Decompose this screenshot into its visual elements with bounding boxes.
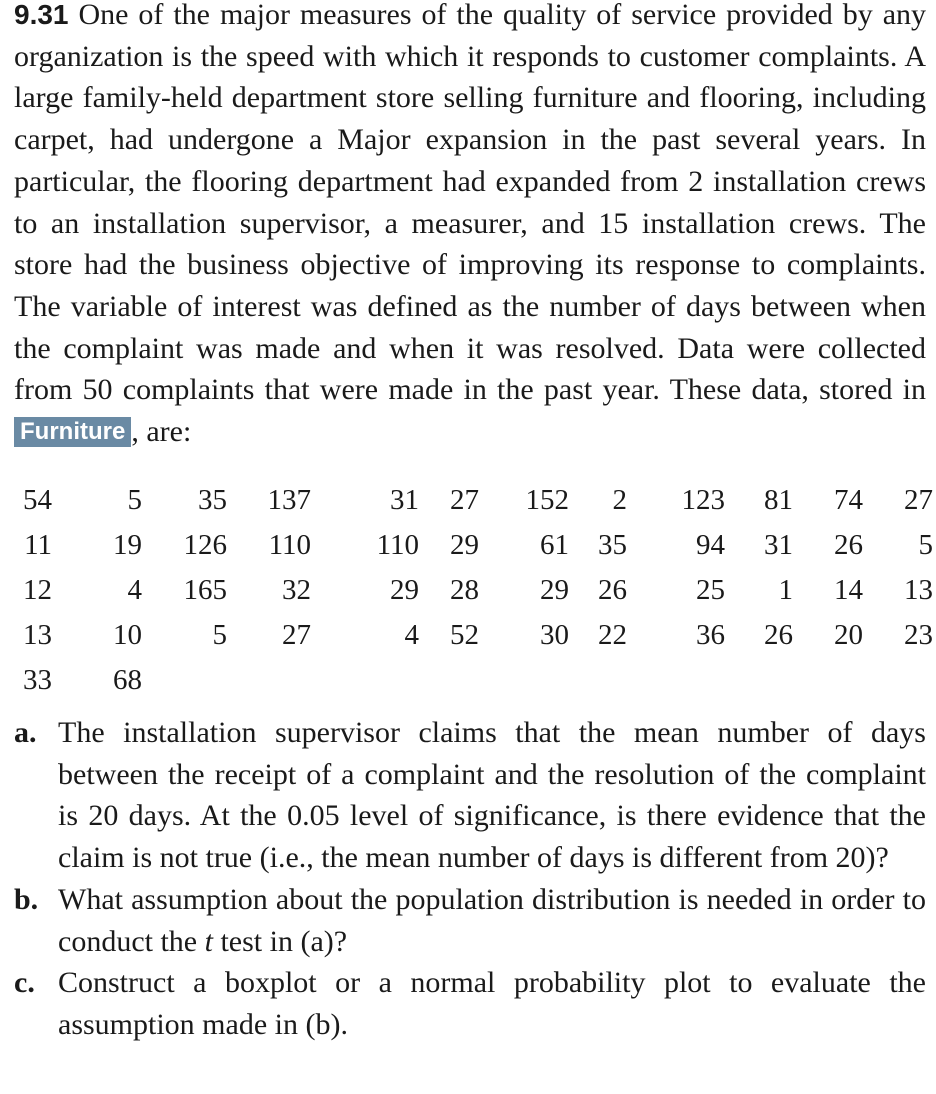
data-value: 20 (834, 619, 863, 651)
problem-text-end: , are: (131, 415, 192, 449)
dataset-badge[interactable]: Furniture (14, 417, 131, 447)
data-value: 13 (23, 619, 52, 651)
question-label: b. (14, 882, 39, 916)
data-value: 61 (540, 529, 569, 561)
data-value: 5 (127, 484, 142, 516)
data-value: 26 (598, 574, 627, 606)
data-value: 52 (450, 619, 479, 651)
data-value: 35 (598, 529, 627, 561)
problem-statement (14, 0, 926, 453)
data-value: 81 (764, 484, 793, 516)
data-value: 12 (23, 574, 52, 606)
data-value: 26 (834, 529, 863, 561)
data-row (14, 523, 933, 568)
data-value: 123 (681, 484, 725, 516)
question-text: Construct a boxplot or a normal probability plot to evaluate the assumption made in (b). (58, 966, 926, 1041)
data-value: 36 (696, 619, 725, 651)
data-value: 10 (113, 619, 142, 651)
data-value: 110 (268, 529, 311, 561)
data-value: 28 (450, 574, 479, 606)
data-value: 32 (282, 574, 311, 606)
data-value: 4 (404, 619, 419, 651)
data-value: 110 (376, 529, 419, 561)
data-value: 1 (778, 574, 793, 606)
data-value: 4 (127, 574, 142, 606)
question-text (58, 879, 926, 962)
data-value: 11 (24, 529, 52, 561)
question-label: c. (14, 966, 35, 1000)
data-value: 126 (183, 529, 227, 561)
question-label: a. (14, 716, 37, 749)
data-value: 2 (612, 484, 627, 516)
data-value: 31 (764, 529, 793, 561)
data-value: 26 (764, 619, 793, 651)
data-value: 94 (696, 529, 725, 561)
question-b (14, 879, 926, 962)
data-value: 13 (904, 574, 933, 606)
problem-number: 9.31 (14, 0, 69, 30)
data-value: 5 (918, 529, 933, 561)
data-row (14, 478, 933, 523)
data-value: 27 (450, 484, 479, 516)
question-a (14, 712, 926, 879)
data-row (14, 658, 933, 703)
data-value: 22 (598, 619, 627, 651)
problem-text: One of the major measures of the quality of service provided by any organization is the speed with which it responds to customer complaints. A large family-held department store selling furniture and flooring, including carpet, had undergone a Major expansion in the past several years. In particular, the flooring department had expanded from 2 installation crews to an installation supervisor, a measurer, and 15 installation crews. The store had the business objective of improving its response to complaints. The variable of interest was defined as the number of days between when the complaint was made and when it was resolved. Data were collected from 50 complaints that were made in the past year. These data, stored in (14, 0, 927, 407)
question-text-part: What assumption about the population distribution is needed in order to conduct the (58, 882, 926, 958)
data-value: 30 (540, 619, 569, 651)
data-value: 31 (390, 484, 419, 516)
t-symbol: t (204, 924, 213, 958)
data-value: 165 (183, 574, 227, 606)
data-value: 35 (198, 484, 227, 516)
data-table (14, 478, 933, 703)
question-text: The installation supervisor claims that the mean number of days between the receipt of a complaint and the resolution of the complaint is 20 days. At the 0.05 level of significance, is there evidence that the claim is not true (i.e., the mean number of days is different from 20)? (58, 716, 926, 875)
data-value: 19 (113, 529, 142, 561)
data-value: 23 (904, 619, 933, 651)
question-text-part: test in (a)? (212, 924, 348, 958)
data-value: 5 (212, 619, 227, 651)
data-value: 29 (390, 574, 419, 606)
data-value: 74 (834, 484, 863, 516)
data-value: 25 (696, 574, 725, 606)
data-row (14, 568, 933, 613)
data-value: 68 (113, 664, 142, 696)
data-value: 152 (525, 484, 569, 516)
data-value: 33 (23, 664, 52, 696)
data-value: 27 (904, 484, 933, 516)
question-list (14, 712, 926, 1046)
data-value: 29 (450, 529, 479, 561)
data-value: 54 (23, 484, 52, 516)
data-value: 14 (834, 574, 863, 606)
data-value: 137 (267, 484, 311, 516)
data-value: 29 (540, 574, 569, 606)
data-row (14, 613, 933, 658)
question-c (14, 962, 926, 1045)
data-value: 27 (282, 619, 311, 651)
